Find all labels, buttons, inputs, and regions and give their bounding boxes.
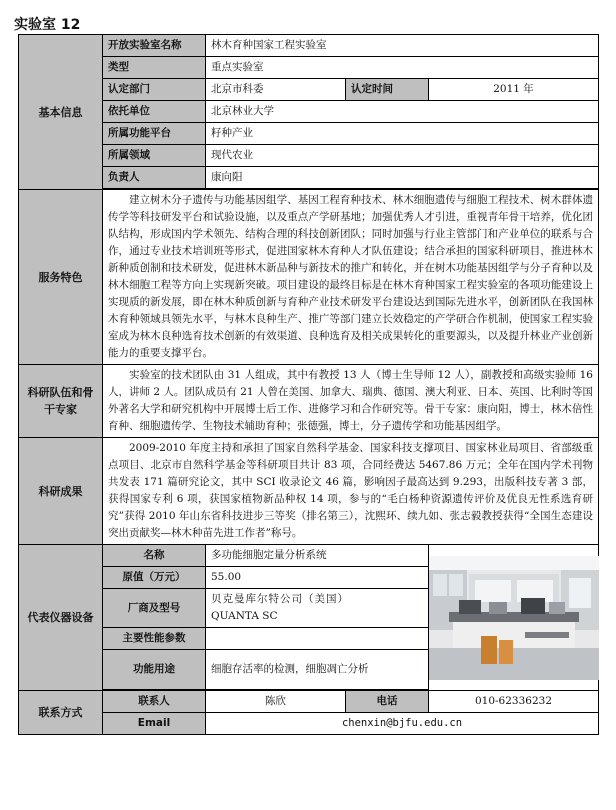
instrument-name-label: 名称 bbox=[103, 545, 206, 567]
person-value: 陈欣 bbox=[206, 691, 346, 713]
price-value: 55.00 bbox=[206, 567, 429, 589]
email-label: Email bbox=[103, 713, 206, 735]
org-label: 依托单位 bbox=[103, 101, 206, 123]
results-paragraph: 2009-2010 年度主持和承担了国家自然科学基金、国家科技支撑项目、国家林业局项目、省部级重点项目、北京市自然科学基金等科研项目共计 83 项，合同经费达 5467.86 万元；全年在国内学术刊物共发表 171 篇研究论文，其中 SCI 收录论文 46 篇，影响因子最高达到 9.293，出版科技专著 3 部，获得国家专利 6 项，获国家植物新品种权 14 项，参与的“毛白杨种资源遗传评价及优良无性系选育研究”获得 2010 年山东省科技进步三等奖（排名第三），沈熙环、续九如、张志毅教授获得“全国生态建设突出贡献奖—林木种苗先进工作者”称号。 bbox=[108, 442, 593, 539]
person-label: 联系人 bbox=[103, 691, 206, 713]
email-value[interactable]: chenxin@bjfu.edu.cn bbox=[206, 713, 599, 735]
maker-label: 厂商及型号 bbox=[103, 589, 206, 628]
instrument-name-value: 多功能细胞定量分析系统 bbox=[206, 545, 429, 567]
section-basic: 基本信息 bbox=[19, 35, 103, 190]
lab-info-table bbox=[18, 34, 599, 735]
phone-value: 010-62336232 bbox=[429, 691, 599, 713]
params-value bbox=[206, 628, 429, 650]
time-value: 2011 年 bbox=[429, 79, 599, 101]
maker-value bbox=[206, 589, 429, 628]
type-label: 类型 bbox=[103, 57, 206, 79]
lab-name-value: 林木育种国家工程实验室 bbox=[206, 35, 599, 57]
lab-name-label: 开放实验室名称 bbox=[103, 35, 206, 57]
section-features: 服务特色 bbox=[19, 190, 103, 365]
field-value: 现代农业 bbox=[206, 145, 599, 167]
params-label: 主要性能参数 bbox=[103, 628, 206, 650]
price-label: 原值（万元） bbox=[103, 567, 206, 589]
phone-label: 电话 bbox=[346, 691, 429, 713]
time-label: 认定时间 bbox=[346, 79, 429, 101]
maker-model: QUANTA SC bbox=[211, 610, 278, 622]
head-label: 负责人 bbox=[103, 167, 206, 189]
page-title: 实验室 12 bbox=[14, 17, 81, 33]
section-contact: 联系方式 bbox=[19, 691, 103, 735]
field-label: 所属领域 bbox=[103, 145, 206, 167]
head-value: 康向阳 bbox=[206, 167, 599, 189]
features-paragraph: 建立树木分子遗传与功能基因组学、基因工程育种技术、林木细胞遗传与细胞工程技术、树木群体遗传学等科技研发平台和试验设施，以及重点产学研基地；加强优秀人才引进，重视青年骨干培养，优化团队结构，形成国内学术领先、结构合理的科技创新团队；同时加强与行业主管部门和产业单位的联系与合作，通过专业技术培训班等形式，促进国家林木育种人才队伍建设；结合承担的国家科研项目，推进林木新种质创制和技术研发，促进林木新品种与新技术的推广和转化，并在树木功能基因组学与分子育种以及林木细胞工程等方向上实现新突破。项目建设的最终目标是在林木育种国家工程实验室的各项功能建设上实现质的新发展，即在林木种质创新与育种产业技术研发平台建设达到国际先进水平，创新团队在我国林木育种领域具领先水平，与林木良种生产、推广等部门建立长效稳定的产学研合作机制，使国家工程实验室成为林木良种选育技术创新的有效渠道、良种选育及相关成果转化的重要源头，以及提升林业产业创新能力的重要支撑平台。 bbox=[108, 194, 593, 359]
results-text bbox=[103, 438, 599, 545]
maker-company: 贝克曼库尔特公司（美国） bbox=[211, 593, 349, 605]
team-paragraph: 实验室的技术团队由 31 人组成，其中有教授 13 人（博士生导师 12 人），副教授和高级实验师 16 人，讲师 2 人。团队成员有 21 人曾在美国、加拿大、瑞典、德国、澳大利亚、日本、英国、比利时等国外著名大学和研究机构中开展博士后工作、进修学习和合作研究等。骨干专家：康向阳，博士，林木倍性育种、细胞遗传学、生物技术辅助育种；张德强，博士，分子遗传学和功能基因组学。 bbox=[108, 369, 593, 432]
org-value: 北京林业大学 bbox=[206, 101, 599, 123]
platform-value: 籽种产业 bbox=[206, 123, 599, 145]
use-value: 细胞存活率的检测，细胞凋亡分析 bbox=[206, 650, 429, 690]
section-instrument: 代表仪器设备 bbox=[19, 545, 103, 691]
features-text bbox=[103, 190, 599, 365]
platform-label: 所属功能平台 bbox=[103, 123, 206, 145]
team-text bbox=[103, 365, 599, 438]
dept-value: 北京市科委 bbox=[206, 79, 346, 101]
type-value: 重点实验室 bbox=[206, 57, 599, 79]
use-label: 功能用途 bbox=[103, 650, 206, 690]
section-results: 科研成果 bbox=[19, 438, 103, 545]
section-team: 科研队伍和骨干专家 bbox=[19, 365, 103, 438]
instrument-photo bbox=[429, 545, 599, 691]
dept-label: 认定部门 bbox=[103, 79, 206, 101]
lab-room-image bbox=[429, 556, 599, 680]
